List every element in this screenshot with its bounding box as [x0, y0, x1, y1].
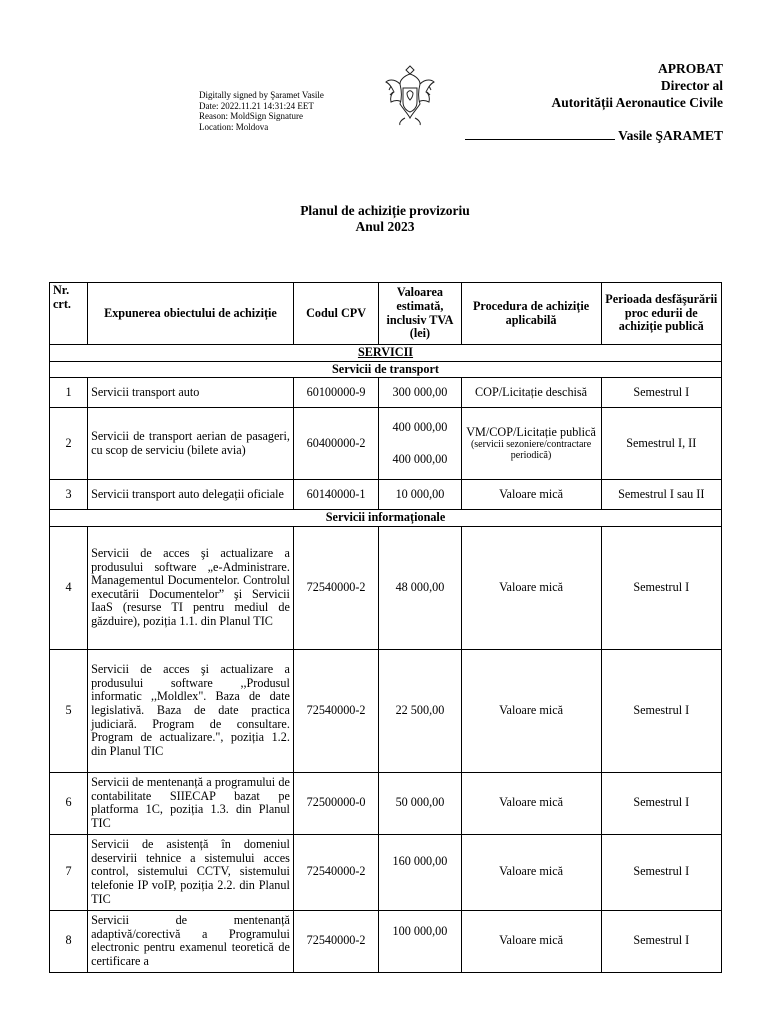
row-cpv: 72540000-2	[293, 649, 378, 772]
row-period: Semestrul I	[601, 834, 721, 910]
row-period: Semestrul I, II	[601, 408, 721, 480]
document-title	[0, 203, 770, 235]
row-nr: 3	[50, 480, 88, 510]
signature-date: Date: 2022.11.21 14:31:24 EET	[199, 100, 314, 111]
row-value-secondary: 400 000,00	[392, 451, 448, 466]
row-value: 50 000,00	[379, 772, 461, 834]
row-cpv: 72540000-2	[293, 834, 378, 910]
row-cpv: 60400000-2	[293, 408, 378, 480]
title-line: Planul de achiziție provizoriu	[300, 203, 470, 218]
table-row	[50, 772, 722, 834]
row-period: Semestrul I	[601, 910, 721, 972]
row-period: Semestrul I	[601, 649, 721, 772]
row-cpv: 60140000-1	[293, 480, 378, 510]
table-row	[50, 910, 722, 972]
table-row	[50, 526, 722, 649]
row-object: Servicii de asistență în domeniul deservirii tehnice a sistemului acces control, sistemului CCTV, sistemului telefonie IP voIP, poziția 2.2. din Planul TIC	[88, 834, 294, 910]
row-value: 10 000,00	[379, 480, 461, 510]
signature-line: Digitally signed by Şaramet Vasile	[199, 90, 324, 100]
row-value: 160 000,00	[379, 834, 461, 910]
row-procedure: COP/Licitație deschisă	[461, 378, 601, 408]
header-procedure: Procedura de achiziție aplicabilă	[461, 283, 601, 345]
row-procedure: Valoare mică	[461, 526, 601, 649]
signature-reason: Reason: MoldSign Signature	[199, 111, 303, 121]
digital-signature-block	[199, 90, 324, 132]
row-nr: 5	[50, 649, 88, 772]
row-object: Servicii de transport aerian de pasageri, cu scop de serviciu (bilete avia)	[88, 408, 294, 480]
row-nr: 8	[50, 910, 88, 972]
approval-role: Director al	[660, 78, 723, 93]
approval-block	[552, 60, 723, 111]
row-value: 300 000,00	[379, 378, 461, 408]
row-procedure: Valoare mică	[461, 649, 601, 772]
section-row	[50, 345, 722, 362]
row-object: Servicii de acces şi actualizare a produsului software ,,Produsul informatic ,,Moldlex". Baza de date legislativă. Baza de date practica judiciară. Program de consultare. Program de actualizare.", poziția 1.2. din Planul TIC	[88, 649, 294, 772]
row-period: Semestrul I	[601, 772, 721, 834]
row-procedure: Valoare mică	[461, 772, 601, 834]
row-nr: 2	[50, 408, 88, 480]
row-procedure: Valoare mică	[461, 834, 601, 910]
signer-line	[465, 127, 723, 144]
row-cpv: 72500000-0	[293, 772, 378, 834]
table-row	[50, 834, 722, 910]
section-title: SERVICII	[357, 345, 414, 359]
row-cpv: 72540000-2	[293, 910, 378, 972]
group-row	[50, 510, 722, 527]
header-value: Valoarea estimată, inclusiv TVA (lei)	[379, 283, 461, 345]
row-nr: 6	[50, 772, 88, 834]
row-value: 400 000,00	[392, 420, 448, 435]
row-nr: 1	[50, 378, 88, 408]
row-object: Servicii transport auto	[88, 378, 294, 408]
signer-name: Vasile ŞARAMET	[618, 128, 723, 143]
row-procedure: Valoare mică	[461, 910, 601, 972]
table-header-row	[50, 283, 722, 345]
signature-underline	[465, 127, 615, 140]
row-procedure: Valoare mică	[461, 480, 601, 510]
coat-of-arms-emblem	[385, 62, 435, 126]
title-year: Anul 2023	[355, 219, 415, 234]
approval-institution: Autorității Aeronautice Civile	[551, 95, 723, 110]
procurement-plan-table	[49, 282, 722, 973]
row-procedure-cell	[461, 408, 601, 480]
table-row	[50, 378, 722, 408]
row-object: Servicii transport auto delegații oficiale	[88, 480, 294, 510]
group-title-it: Servicii informaționale	[50, 510, 722, 527]
table-row	[50, 480, 722, 510]
group-row	[50, 361, 722, 378]
table-row	[50, 649, 722, 772]
header-period: Perioada desfăşurării proc edurii de achiziție publică	[601, 283, 721, 345]
row-procedure-note: (servicii sezoniere/contractare periodică)	[470, 439, 592, 462]
row-object: Servicii de mentenanță a programului de contabilitate SIIECAP bazat pe platforma 1C, poziția 1.3. din Planul TIC	[88, 772, 294, 834]
row-nr: 4	[50, 526, 88, 649]
header-nr: Nr. crt.	[50, 283, 88, 345]
row-period: Semestrul I	[601, 378, 721, 408]
row-period: Semestrul I	[601, 526, 721, 649]
header-cpv: Codul CPV	[293, 283, 378, 345]
row-procedure: VM/COP/Licitație publică	[466, 424, 596, 439]
row-cpv: 60100000-9	[293, 378, 378, 408]
row-value: 48 000,00	[379, 526, 461, 649]
approval-heading: APROBAT	[657, 61, 723, 76]
row-nr: 7	[50, 834, 88, 910]
row-value: 22 500,00	[379, 649, 461, 772]
row-value: 100 000,00	[379, 910, 461, 972]
group-title-transport: Servicii de transport	[50, 361, 722, 378]
row-object: Servicii de mentenanță adaptivă/corectivă a Programului electronic pentru examenul teoretică de certificare a	[88, 910, 294, 972]
row-period: Semestrul I sau II	[601, 480, 721, 510]
table-row	[50, 408, 722, 480]
row-value-cell	[379, 408, 461, 480]
signature-location: Location: Moldova	[199, 121, 269, 132]
header-object: Expunerea obiectului de achiziție	[88, 283, 294, 345]
row-object: Servicii de acces şi actualizare a produsului software „e-Administrare. Managementul Documentelor. Controlul executării Documentelor” şi Servicii IaaS (resurse TI pentru mediul de găzduire), poziția 1.1. din Planul TIC	[88, 526, 294, 649]
row-cpv: 72540000-2	[293, 526, 378, 649]
